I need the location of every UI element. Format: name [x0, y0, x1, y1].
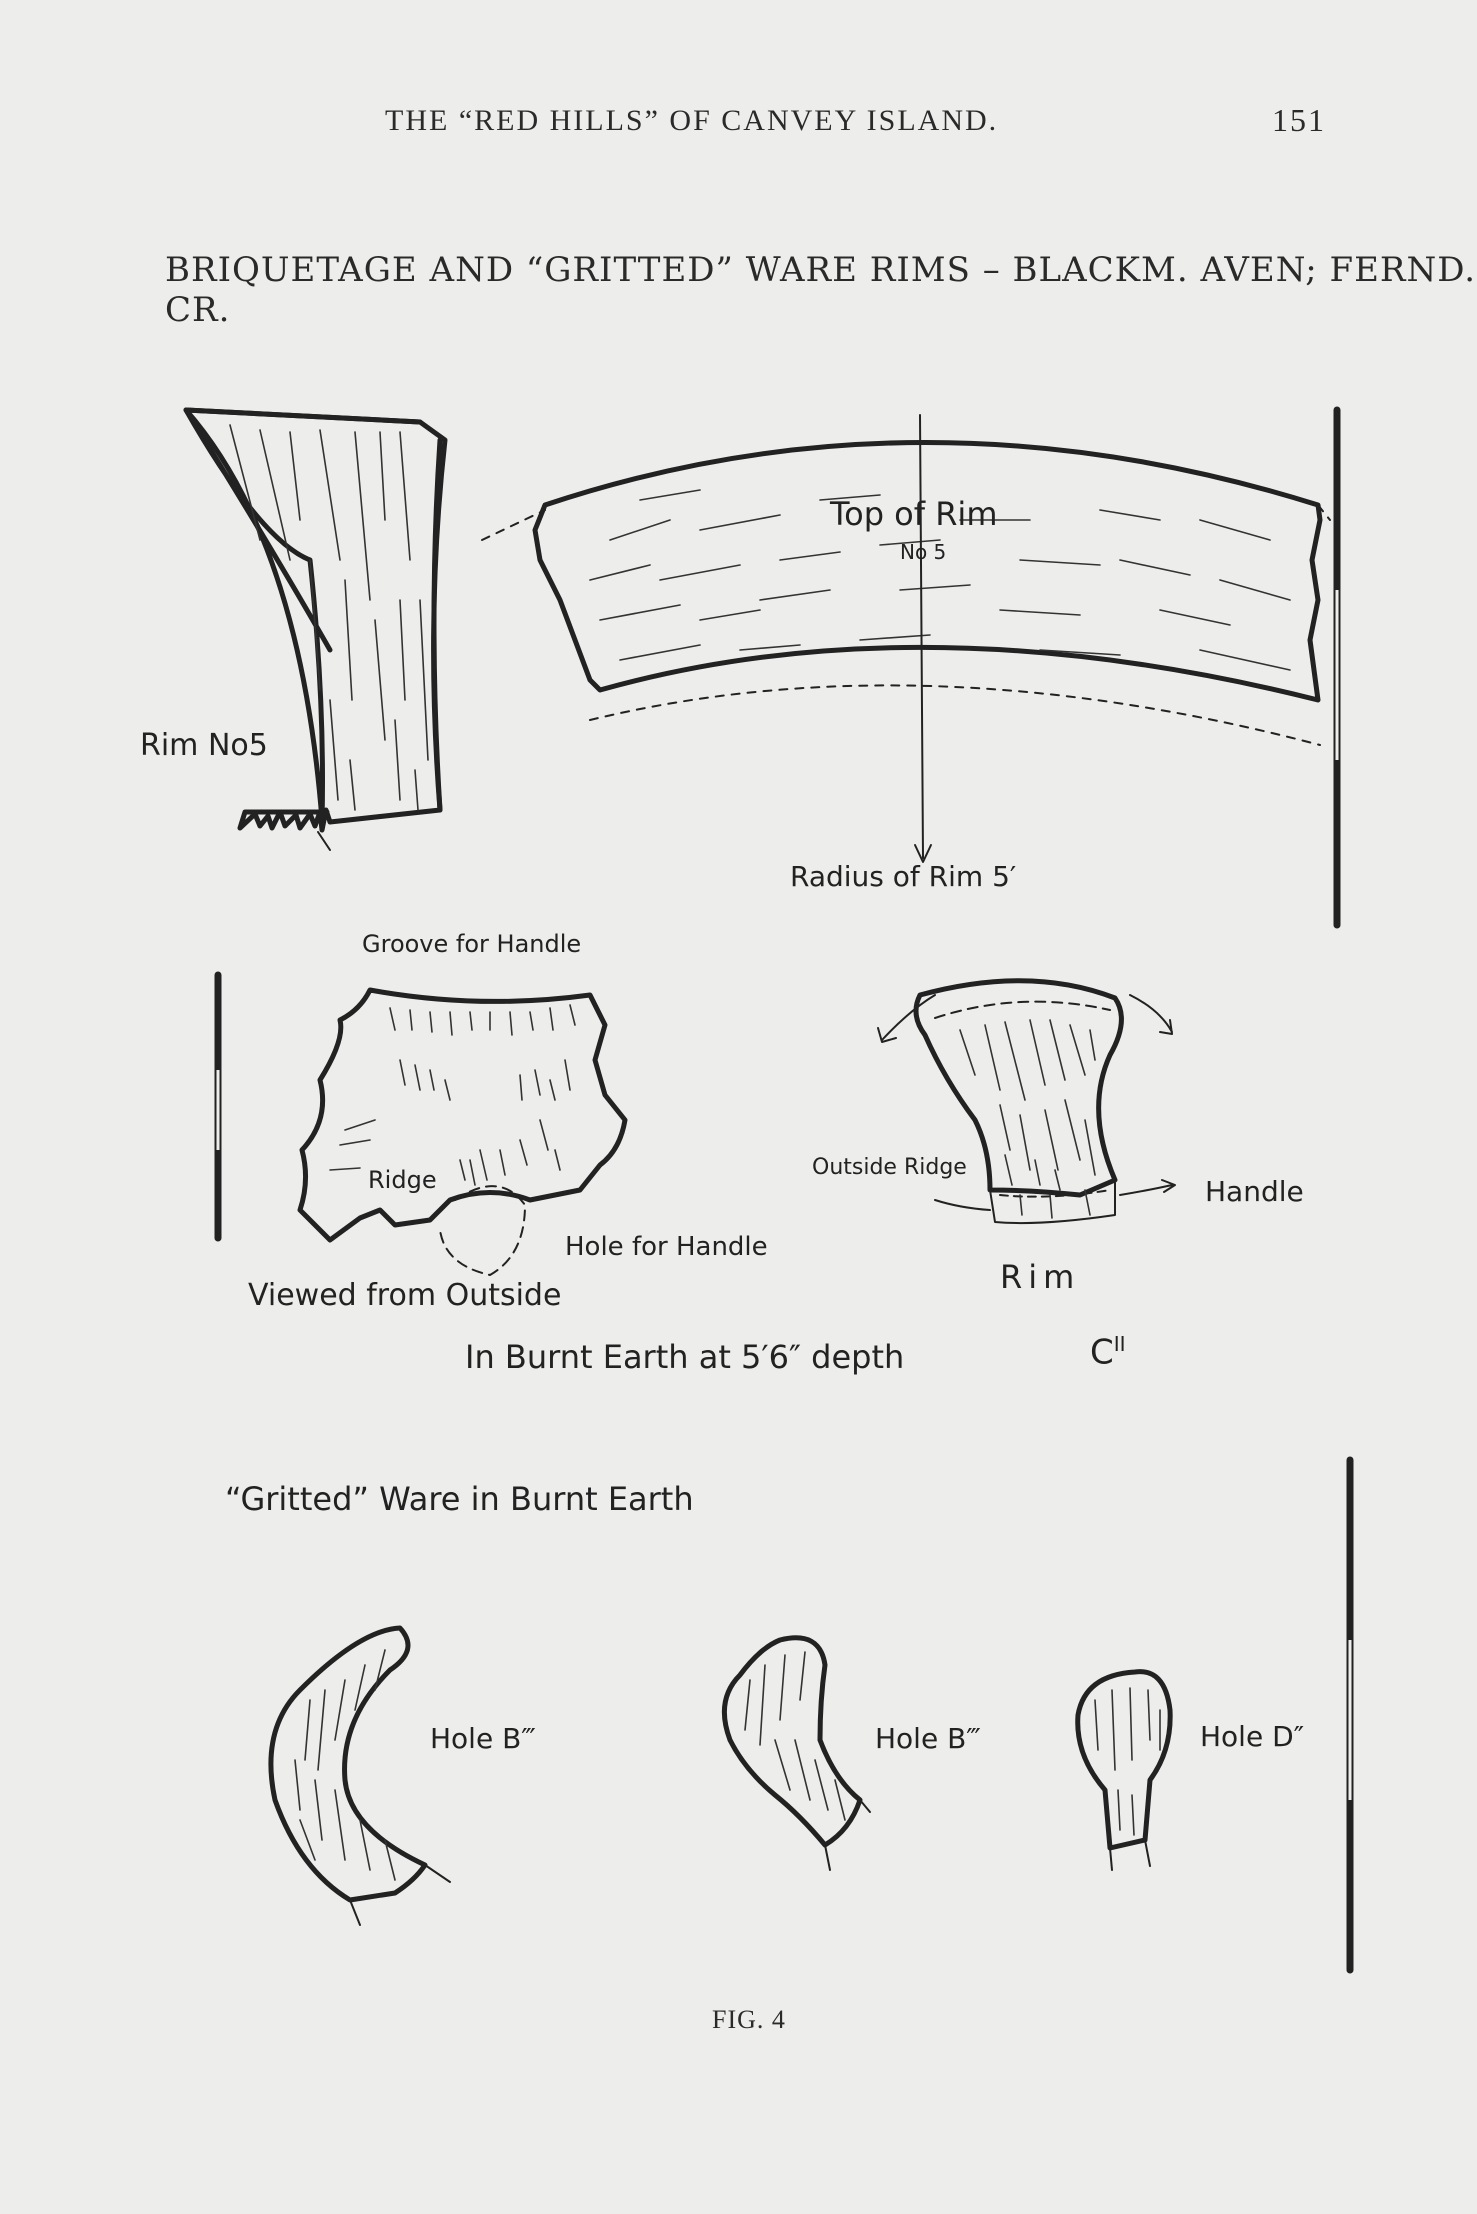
gritted-heading: “Gritted” Ware in Burnt Earth — [225, 1480, 694, 1518]
radius-label: Radius of Rim 5′ — [790, 860, 1017, 893]
plate-title: BRIQUETAGE AND “GRITTED” WARE RIMS – BLACKM. AVEN; FERND. CR. — [165, 250, 1477, 330]
hole-label: Hole for Handle — [565, 1232, 768, 1262]
hole-b2-label: Hole B‴ — [875, 1722, 981, 1755]
depth-code — [1090, 1332, 1126, 1372]
hole-b2-drawing — [724, 1638, 870, 1870]
handle-label: Handle — [1205, 1175, 1304, 1208]
hole-d-label: Hole D″ — [1200, 1720, 1305, 1753]
ridge-label: Ridge — [368, 1166, 437, 1194]
viewed-label: Viewed from Outside — [248, 1278, 562, 1313]
rim-label: Rim — [1000, 1258, 1081, 1296]
hole-b1-drawing — [271, 1628, 450, 1925]
top-of-rim-number: No 5 — [900, 540, 947, 564]
hole-b1-label: Hole B‴ — [430, 1722, 536, 1755]
page-number: 151 — [1272, 102, 1326, 138]
figure-caption: FIG. 4 — [712, 2005, 786, 2034]
hole-d-drawing — [1078, 1672, 1170, 1870]
top-of-rim-label: Top of Rim — [830, 495, 998, 533]
handle-rim-drawing — [878, 981, 1175, 1223]
running-title: THE “RED HILLS” OF CANVEY ISLAND. — [385, 104, 999, 137]
rim-top-drawing — [482, 415, 1330, 862]
rim-section-drawing — [186, 410, 445, 850]
outside-ridge-label: Outside Ridge — [812, 1155, 967, 1180]
depth-code-letter: C — [1090, 1332, 1114, 1373]
depth-code-sup: II — [1113, 1332, 1126, 1356]
groove-label: Groove for Handle — [362, 930, 582, 958]
rim-section-label: Rim No5 — [140, 728, 268, 763]
depth-label: In Burnt Earth at 5′6″ depth — [465, 1338, 905, 1376]
